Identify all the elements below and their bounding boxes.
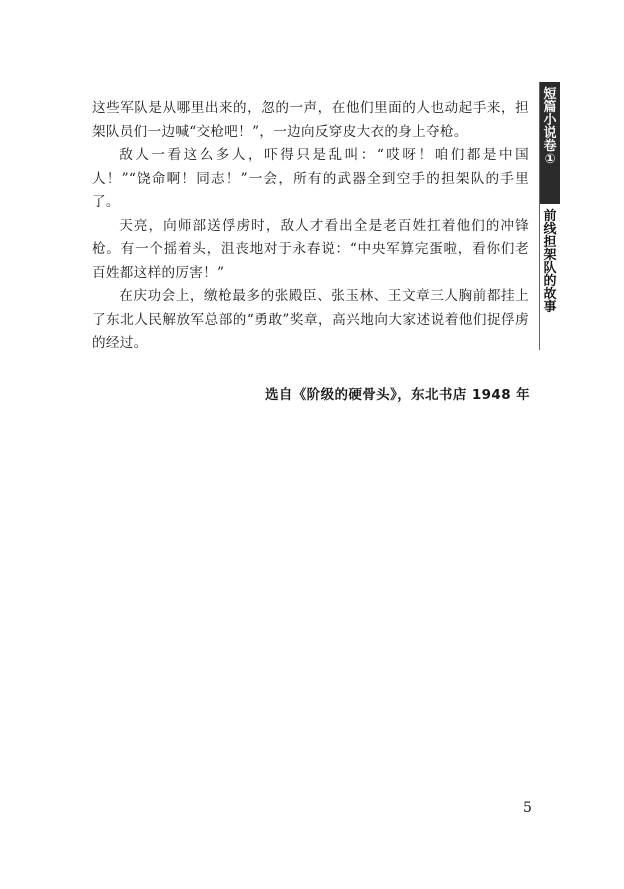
paragraph-continued: 这些军队是从哪里出来的，忽的一声，在他们里面的人也动起手来，担架队员们一边喊“交枪吧！”，一边向反穿皮大衣的身上夺枪。 [92, 100, 529, 140]
chapter-thumb-tab [540, 210, 560, 320]
page-number: 5 [523, 800, 532, 816]
source-citation: 选自《阶级的硬骨头》，东北书店 1948 年 [264, 387, 530, 403]
series-thumb-tab [540, 82, 560, 204]
chapter-label: 前线担架队的故事 [543, 209, 557, 315]
series-label: 短篇小说卷① [543, 87, 557, 167]
body-text [92, 97, 529, 356]
paragraph: 在庆功会上，缴枪最多的张殿臣、张玉林、王文章三人胸前都挂上了东北人民解放军总部的“勇敢”奖章，高兴地向大家述说着他们捉俘虏的经过。 [92, 288, 529, 351]
paragraph: 天亮，向师部送俘虏时，敌人才看出全是老百姓扛着他们的冲锋枪。有一个摇着头，沮丧地对于永春说：“中央军算完蛋啦，看你们老百姓都这样的厉害！” [92, 217, 529, 281]
paragraph: 敌人一看这么多人，吓得只是乱叫：“哎呀！咱们都是中国人！”“饶命啊！同志！”一会，所有的武器全到空手的担架队的手里了。 [92, 147, 529, 210]
